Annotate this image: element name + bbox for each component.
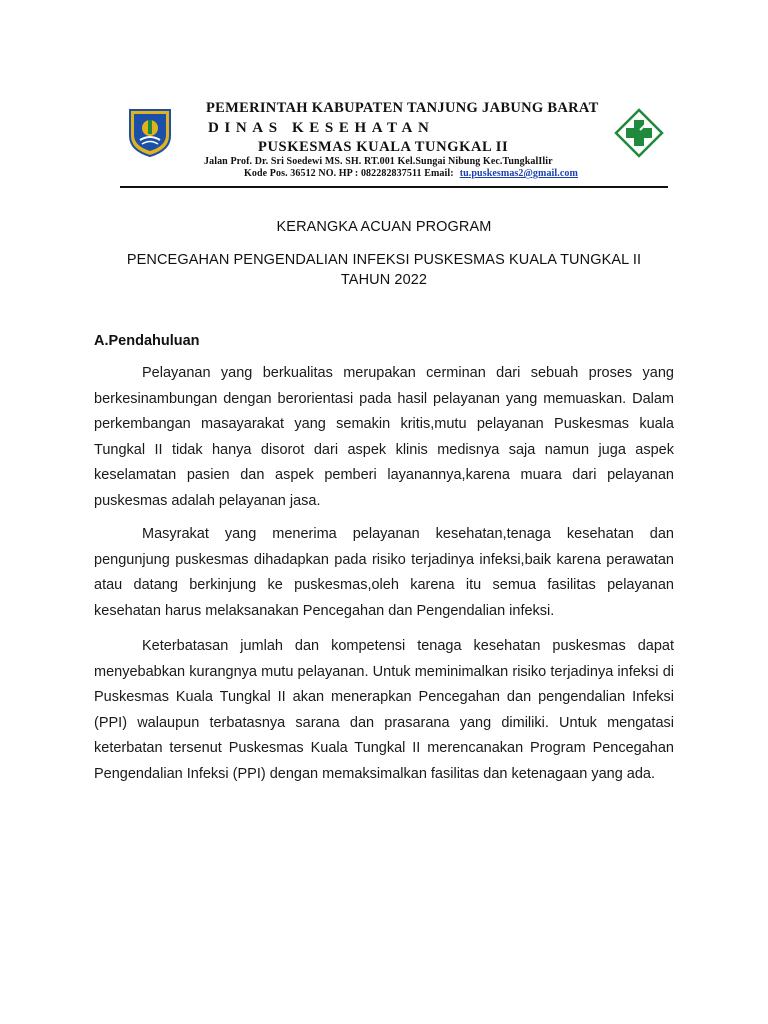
document-title: KERANGKA ACUAN PROGRAM xyxy=(276,219,492,235)
paragraph-text: Pelayanan yang berkualitas merupakan cerminan dari sebuah proses yang berkesinambungan dengan berorientasi pada hasil pelayanan yang memuaskan. Dalam perkembangan masayarakat yang semakin kritis,mutu pelayanan Puskesmas kuala Tungkal II tidak hanya disorot dari aspek klinis medisnya saja namun juga aspek keselamatan pasien dan aspek pemberi layanannya,karena muara dari pelayanan puskesmas adalah pelayanan jasa. xyxy=(94,365,674,509)
contact-text: Kode Pos. 36512 NO. HP : 082282837511 Email: xyxy=(244,168,454,179)
letterhead-text xyxy=(204,98,606,179)
paragraph-text: Keterbatasan jumlah dan kompetensi tenaga kesehatan puskesmas dapat menyebabkan kurangnya mutu pelayanan. Untuk meminimalkan risiko terjadinya infeksi di Puskesmas Kuala Tungkal II akan menerapkan Pencegahan dan pengendalian Infeksi (PPI) walaupun terbatasnya sarana dan prasarana yang dimiliki. Untuk mengatasi keterbatan tersenut Puskesmas Kuala Tungkal II merencanakan Program Pencegahan Pengendalian Infeksi (PPI) dengan memaksimalkan fasilitas dan ketenagaan yang ada. xyxy=(94,638,674,782)
paragraph-1 xyxy=(94,361,674,515)
health-cross-icon xyxy=(614,108,664,158)
facility-name: PUSKESMAS KUALA TUNGKAL II xyxy=(258,139,509,155)
paragraph-2 xyxy=(94,522,674,624)
government-name: PEMERINTAH KABUPATEN TANJUNG JABUNG BARAT xyxy=(206,100,599,116)
contact-line xyxy=(244,168,578,179)
address-line: Jalan Prof. Dr. Sri Soedewi MS. SH. RT.001 Kel.Sungai Nibung Kec.TungkalIlir xyxy=(204,156,553,167)
section-heading: A.Pendahuluan xyxy=(94,333,200,349)
paragraph-text: Masyrakat yang menerima pelayanan kesehatan,tenaga kesehatan dan pengunjung puskesmas dihadapkan pada risiko terjadinya infeksi,baik karena perawatan atau datang berkinjung ke puskesmas,oleh karena itu semua fasilitas pelayanan kesehatan harus melaksanakan Pencegahan dan Pengendalian infeksi. xyxy=(94,526,674,619)
regency-shield-emblem-icon xyxy=(126,106,174,158)
letterhead xyxy=(120,98,668,188)
agency-name: DINAS KESEHATAN xyxy=(208,120,435,136)
email-link[interactable]: tu.puskesmas2@gmail.com xyxy=(459,168,578,179)
paragraph-3 xyxy=(94,634,674,788)
subtitle-line-1: PENCEGAHAN PENGENDALIAN INFEKSI PUSKESMAS KUALA TUNGKAL II xyxy=(126,252,642,268)
subtitle-line-2: TAHUN 2022 xyxy=(340,272,428,288)
letterhead-divider xyxy=(120,186,668,188)
document-subtitle xyxy=(0,250,768,290)
